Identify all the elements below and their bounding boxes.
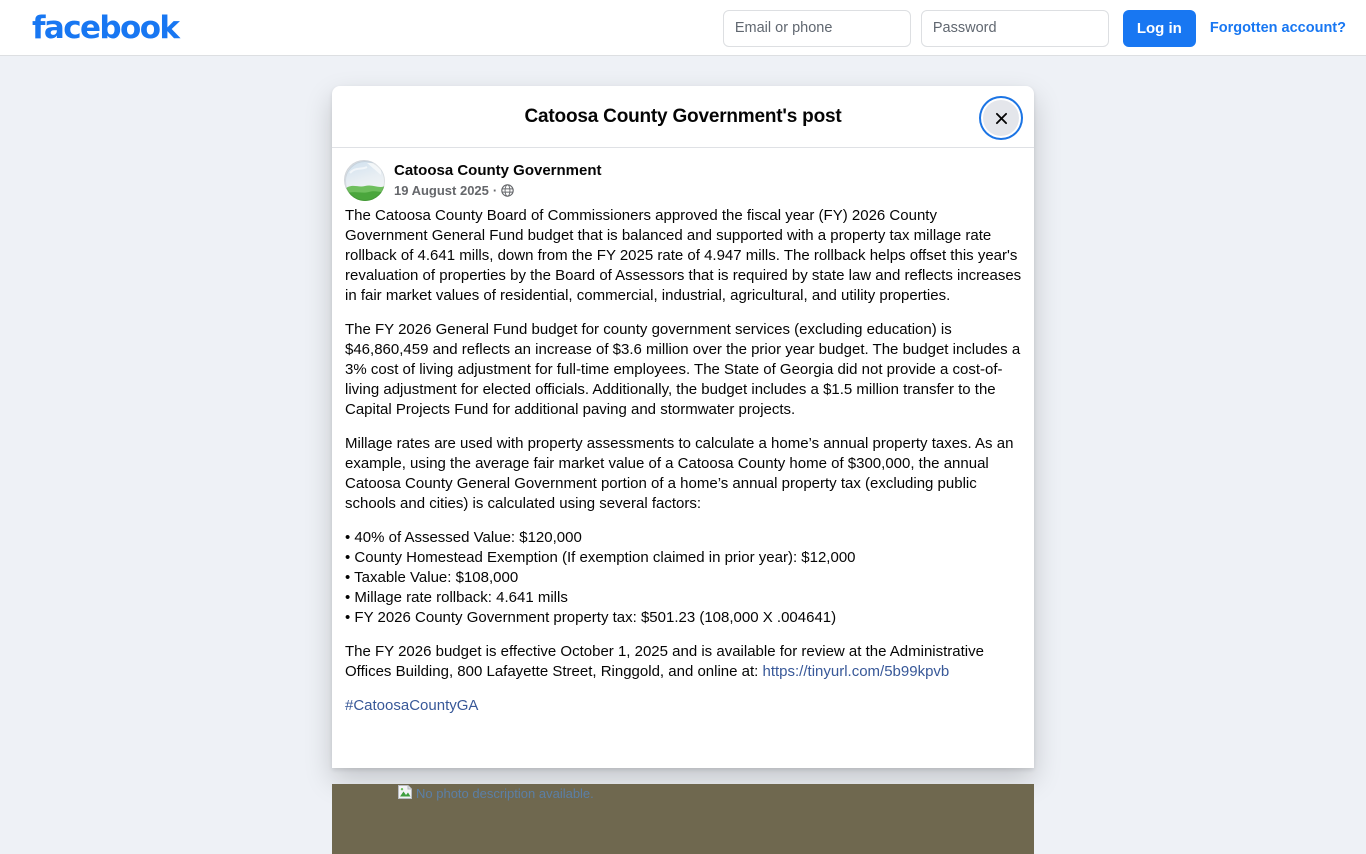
broken-image-placeholder bbox=[397, 784, 594, 804]
post-date[interactable]: 19 August 2025 bbox=[394, 183, 489, 198]
post-dialog bbox=[332, 86, 1034, 801]
post-body bbox=[344, 206, 1022, 716]
list-item: • County Homestead Exemption (If exemption claimed in prior year): $12,000 bbox=[345, 549, 856, 566]
email-or-phone-input[interactable] bbox=[723, 10, 911, 47]
list-item: • FY 2026 County Government property tax: $501.23 (108,000 X .004641) bbox=[345, 609, 837, 626]
globe-icon[interactable] bbox=[501, 184, 514, 197]
broken-image-icon bbox=[397, 784, 413, 804]
facebook-top-bar bbox=[0, 0, 1366, 56]
log-in-button[interactable]: Log in bbox=[1123, 10, 1196, 47]
post-author-name[interactable]: Catoosa County Government bbox=[394, 162, 602, 179]
post-external-link[interactable]: https://tinyurl.com/5b99kpvb bbox=[762, 663, 950, 680]
facebook-logo[interactable]: facebook bbox=[32, 10, 179, 46]
forgotten-account-link[interactable]: Forgotten account? bbox=[1209, 20, 1346, 36]
post-paragraph-2: The FY 2026 General Fund budget for county government services (excluding education) is $46,860,459 and reflects an increase of $3.6 million over the prior year budget. The budget includes a 3% cost of living adjustment for full-time employees. The State of Georgia did not provide a cost-of-living adjustment for elected officials. Additionally, the budget includes a $1.5 million transfer to the Capital Projects Fund for additional paving and stormwater projects. bbox=[345, 321, 1021, 418]
post-paragraph-1: The Catoosa County Board of Commissioners approved the fiscal year (FY) 2026 County Government General Fund budget that is balanced and supported with a property tax millage rate rollback of 4.641 mills, down from the FY 2025 rate of 4.947 mills. The rollback helps offset this year's revaluation of properties by the Board of Assessors that is required by state law and reflects increases in fair market values of residential, commercial, industrial, agricultural, and utility properties. bbox=[345, 207, 1022, 304]
close-icon bbox=[993, 110, 1010, 127]
meta-separator: · bbox=[492, 183, 498, 198]
post-card bbox=[332, 148, 1034, 714]
login-form bbox=[723, 0, 1346, 56]
list-item: • Millage rate rollback: 4.641 mills bbox=[345, 589, 568, 606]
dialog-title: Catoosa County Government's post bbox=[524, 105, 842, 127]
post-meta-row bbox=[394, 182, 602, 199]
dialog-header bbox=[332, 86, 1034, 148]
post-paragraph-3: Millage rates are used with property assessments to calculate a home’s annual property taxes. As an example, using the average fair market value of a Catoosa County home of $300,000, the annual Catoosa County General Government portion of a home’s annual property tax (excluding public schools and cities) is calculated using several factors: bbox=[345, 435, 1014, 512]
post-author-row bbox=[344, 160, 1022, 206]
post-bullet-list bbox=[345, 528, 1022, 628]
list-item: • 40% of Assessed Value: $120,000 bbox=[345, 529, 582, 546]
post-closing-paragraph bbox=[345, 642, 1022, 682]
post-author-meta bbox=[394, 160, 602, 199]
broken-image-alt-text: No photo description available. bbox=[416, 786, 594, 801]
post-photo-attachment[interactable] bbox=[332, 784, 1034, 854]
close-icon-button[interactable] bbox=[983, 100, 1019, 136]
avatar[interactable] bbox=[344, 160, 384, 200]
password-input[interactable] bbox=[921, 10, 1109, 47]
list-item: • Taxable Value: $108,000 bbox=[345, 569, 519, 586]
post-hashtag-link[interactable]: #CatoosaCountyGA bbox=[345, 697, 479, 714]
post-closing-text: The FY 2026 budget is effective October 1, 2025 and is available for review at the Administrative Offices Building, 800 Lafayette Street, Ringgold, and online at: bbox=[345, 643, 984, 680]
